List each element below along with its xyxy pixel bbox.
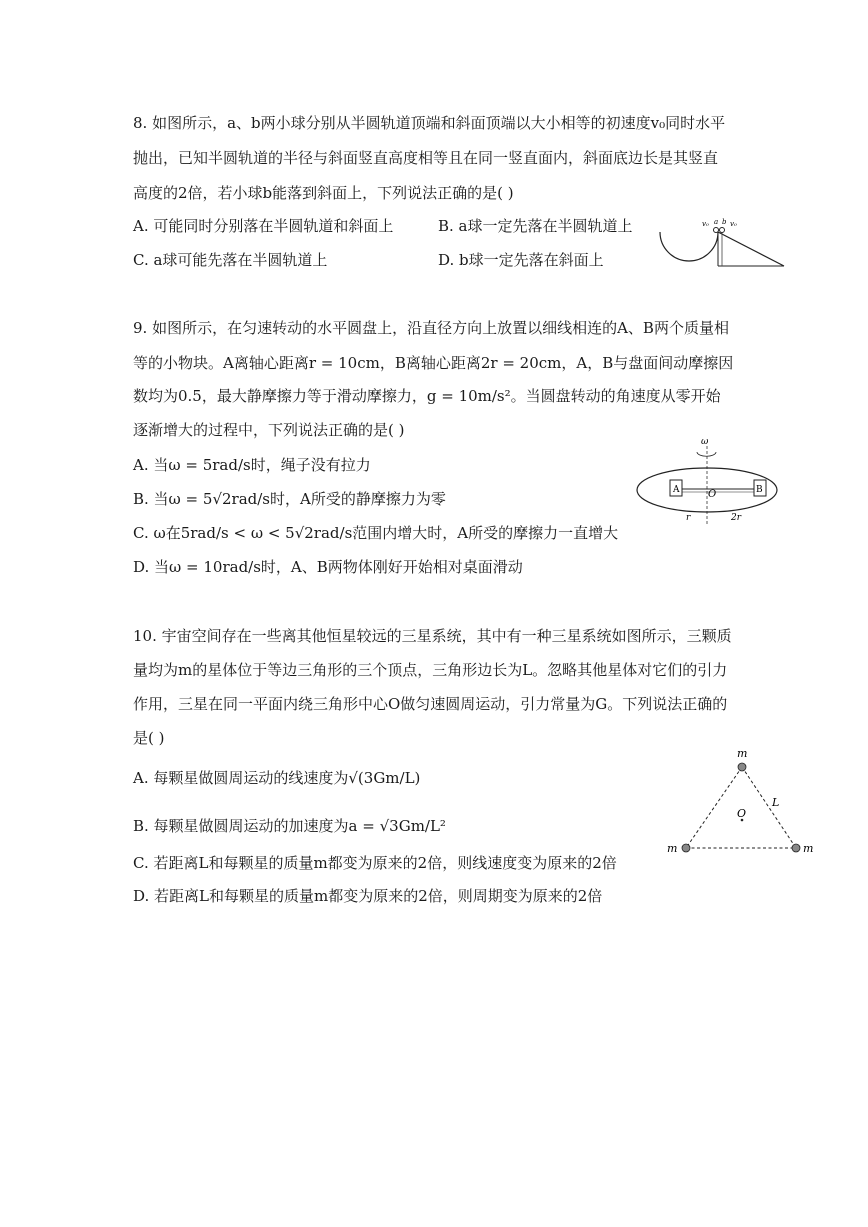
ball-b <box>720 228 725 233</box>
semicircle-track <box>660 232 718 261</box>
q8-option-a: A. 可能同时分别落在半圆轨道和斜面上 <box>133 217 394 235</box>
q9-option-b: B. 当ω = 5√2rad/s时，A所受的静摩擦力为零 <box>133 490 446 508</box>
q8-stem-line-2: 抛出，已知半圆轨道的半径与斜面竖直高度相等且在同一竖直面内，斜面底边长是其竖直 <box>133 149 719 167</box>
q10-option-c: C. 若距离L和每颗星的质量m都变为原来的2倍，则线速度变为原来的2倍 <box>133 854 617 872</box>
q10-option-a: A. 每颗星做圆周运动的线速度为√(3Gm/L) <box>133 769 421 787</box>
q10-option-b: B. 每颗星做圆周运动的加速度为a = √3Gm/L² <box>133 817 446 835</box>
label-center-o: O <box>708 489 717 500</box>
q10-stem-line-4: 是( ) <box>133 729 165 747</box>
label-2r: 2r <box>731 513 742 523</box>
q10-stem-line-1: 10. 宇宙空间存在一些离其他恒星较远的三星系统，其中有一种三星系统如图所示，三颗质 <box>133 627 732 645</box>
label-v0-left: v₀ <box>702 220 709 228</box>
block-b-label: B <box>756 485 763 495</box>
block-a-label: A <box>673 485 680 495</box>
q9-stem-line-1: 9. 如图所示，在匀速转动的水平圆盘上，沿直径方向上放置以细线相连的A、B两个质量相 <box>133 319 729 337</box>
label-side-length: L <box>772 796 780 809</box>
q10-figure <box>664 745 819 860</box>
ball-a <box>714 228 719 233</box>
q9-stem-line-4: 逐渐增大的过程中，下列说法正确的是( ) <box>133 421 405 439</box>
q9-option-d: D. 当ω = 10rad/s时，A、B两物体刚好开始相对桌面滑动 <box>133 558 523 576</box>
incline-surface <box>718 232 784 266</box>
q10-stem-line-2: 量均为m的星体位于等边三角形的三个顶点，三角形边长为L。忽略其他星体对它们的引力 <box>133 661 728 679</box>
q9-stem-line-3: 数均为0.5，最大静摩擦力等于滑动摩擦力，g = 10m/s²。当圆盘转动的角速度从零开始 <box>133 387 721 405</box>
label-r: r <box>686 513 691 523</box>
q8-option-c: C. a球可能先落在半圆轨道上 <box>133 251 328 269</box>
q9-option-a: A. 当ω = 5rad/s时，绳子没有拉力 <box>133 456 371 474</box>
q9-figure <box>634 434 784 526</box>
label-omega: ω <box>701 437 709 447</box>
q8-stem-line-1: 8. 如图所示，a、b两小球分别从半圆轨道顶端和斜面顶端以大小相等的初速度v₀同时水平 <box>133 114 726 132</box>
label-m-top: m <box>737 747 748 760</box>
q10-stem-line-3: 作用，三星在同一平面内绕三角形中心O做匀速圆周运动，引力常量为G。下列说法正确的 <box>133 695 728 713</box>
triangle-side-left <box>686 767 742 848</box>
label-m-right: m <box>803 842 814 855</box>
star-right <box>792 844 800 852</box>
q9-stem-line-2: 等的小物块。A离轴心距离r = 10cm，B离轴心距离2r = 20cm，A，B与盘面间动摩擦因 <box>133 354 734 372</box>
star-left <box>682 844 690 852</box>
q8-option-d: D. b球一定先落在斜面上 <box>438 251 604 269</box>
label-b: b <box>722 218 727 226</box>
triangle-side-right <box>742 767 796 848</box>
q9-option-c: C. ω在5rad/s < ω < 5√2rad/s范围内增大时，A所受的摩擦力一直增大 <box>133 524 619 542</box>
label-v0-right: v₀ <box>730 220 737 228</box>
star-top <box>738 763 746 771</box>
q8-figure <box>652 218 792 273</box>
q8-option-b: B. a球一定先落在半圆轨道上 <box>438 217 633 235</box>
q10-option-d: D. 若距离L和每颗星的质量m都变为原来的2倍，则周期变为原来的2倍 <box>133 887 603 905</box>
q8-stem-line-3: 高度的2倍，若小球b能落到斜面上，下列说法正确的是( ) <box>133 184 514 202</box>
rotation-arrow-icon <box>697 452 716 456</box>
label-a: a <box>714 218 719 226</box>
label-center-o: O <box>737 807 747 820</box>
label-m-left: m <box>667 842 678 855</box>
